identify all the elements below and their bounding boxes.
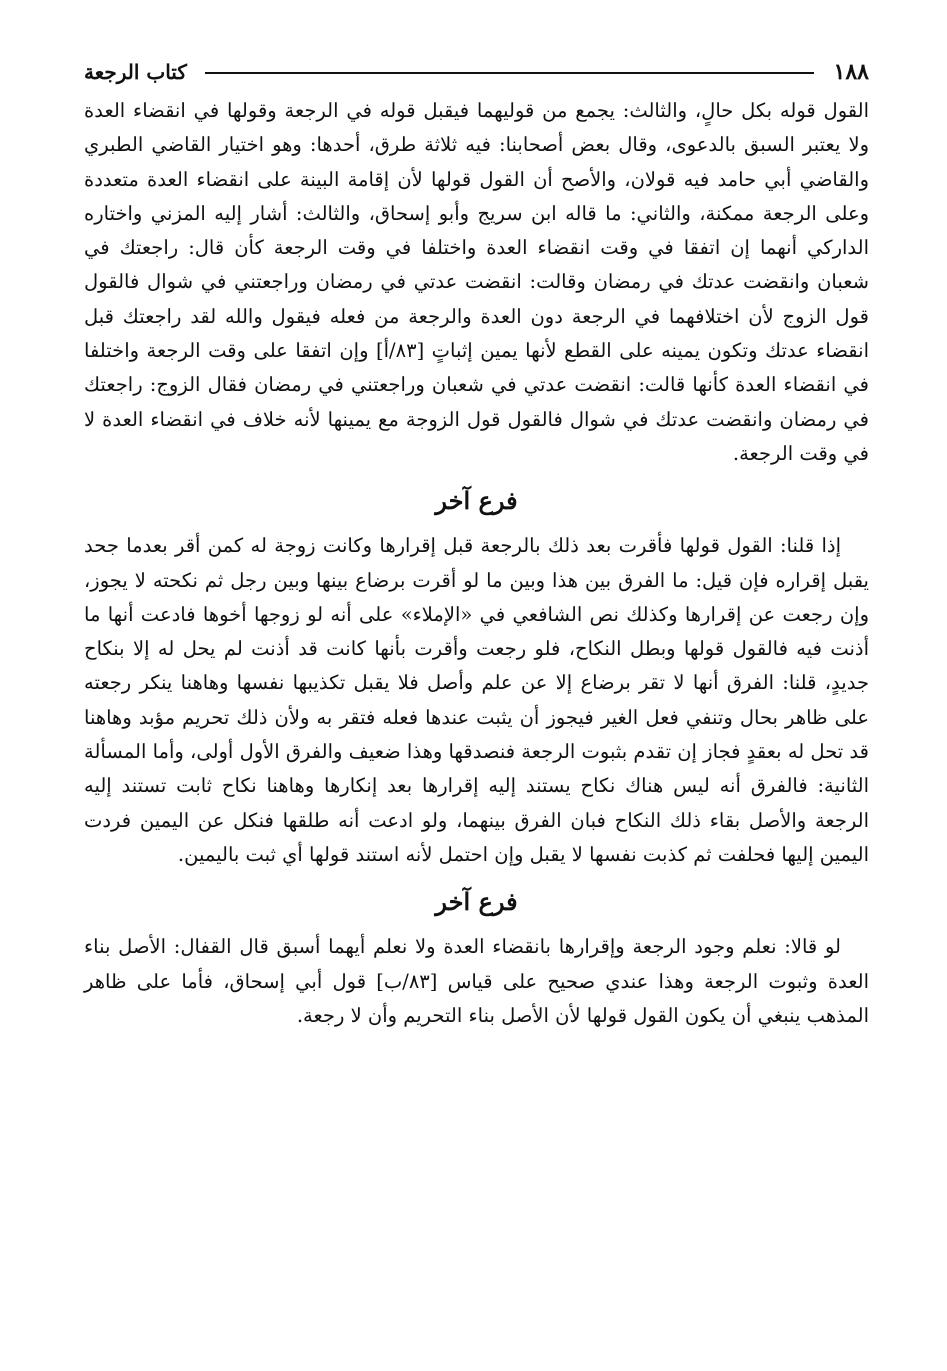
section-heading-2: فرع آخر bbox=[435, 887, 518, 917]
paragraph-2: إذا قلنا: القول قولها فأقرت بعد ذلك بالرجعة قبل إقرارها وكانت زوجة له كمن أقر بعدما جحد يقبل إقراره فإن قيل: ما الفرق بين هذا وبين ما لو أقرت برضاع بينها وبين رجل ثم نكحته لا يجوز، وإن رجعت عن إقرارها وكذلك نص الشافعي في «الإملاء» على أنه لو زوجها أخوها فادعت أنها ما أذنت فيه فالقول قولها وبطل النكاح، فلو رجعت وأقرت بأنها كانت قد أذنت لم يحل له إلا بنكاح جديدٍ، قلنا: الفرق أنها لا تقر برضاع إلا عن علم وأصل فلا يقبل تكذيبها نفسها وهاهنا ينكر رجعته على ظاهر بحال وتنفي فعل الغير فيجوز أن يثبت عندها فعله فتقر به ولأن ذلك تحريم مؤبد وهاهنا قد تحل له بعقدٍ فجاز إن تقدم بثبوت الرجعة فنصدقها وهذا ضعيف والفرق الأول أولى، وأما المسألة الثانية: فالفرق أنه ليس هناك نكاح يستند إليه إقرارها بعد إنكارها وهاهنا نكاح ثابت تستند إليه الرجعة والأصل بقاء ذلك النكاح فبان الفرق بينهما، ولو ادعت أنه طلقها فنكل عن اليمين فردت اليمين إليها فحلفت ثم كذبت نفسها لا يقبل وإن احتمل لأنه استند قولها أي ثبت باليمين. bbox=[84, 534, 870, 866]
paragraph-3: لو قالا: نعلم وجود الرجعة وإقرارها بانقضاء العدة ولا نعلم أيهما أسبق قال القفال: الأصل بناء العدة وثبوت الرجعة وهذا عندي صحيح على قياس [٨٣/ب] قول أبي إسحاق، فأما على ظاهر المذهب ينبغي أن يكون القول قولها لأن الأصل بناء التحريم وأن لا رجعة. bbox=[84, 935, 869, 1027]
book-title: كتاب الرجعة bbox=[84, 60, 187, 84]
page-number: ١٨٨ bbox=[833, 59, 869, 85]
book-page bbox=[84, 52, 869, 1033]
header-rule bbox=[205, 72, 814, 74]
running-head bbox=[84, 52, 869, 92]
section-heading-1: فرع آخر bbox=[435, 486, 518, 516]
paragraph-1: القول قوله بكل حالٍ، والثالث: يجمع من قوليهما فيقبل قوله في الرجعة وقولها في انقضاء العدة ولا يعتبر السبق بالدعوى، وقال بعض أصحابنا: فيه ثلاثة طرق، أحدها: وهو اختيار القاضي الطبري والقاضي أبي حامد فيه قولان، والأصح أن القول قولها لأن إقامة البينة على انقضاء العدة متعددة وعلى الرجعة ممكنة، والثاني: ما قاله ابن سريج وأبو إسحاق، والثالث: أشار إليه المزني واختاره الداركي أنهما إن اتفقا في وقت انقضاء العدة واختلفا في وقت الرجعة كأن قال: راجعتك في شعبان وانقضت عدتك في رمضان وقالت: انقضت عدتي في رمضان وراجعتني في شوال فالقول قول الزوج لأن اختلافهما في الرجعة دون العدة والرجعة من فعله فيقول والله لقد راجعتك قبل انقضاء عدتك وتكون يمينه على القطع لأنها يمين إثباتٍ [٨٣/أ] وإن اتفقا على وقت الرجعة واختلفا في انقضاء العدة كأنها قالت: انقضت عدتي في شعبان وراجعتني في رمضان فقال الزوج: راجعتك في رمضان وانقضت عدتك في شوال فالقول قول الزوجة مع يمينها لأنه خلاف في انقضاء العدة لا في وقت الرجعة. bbox=[84, 99, 870, 465]
